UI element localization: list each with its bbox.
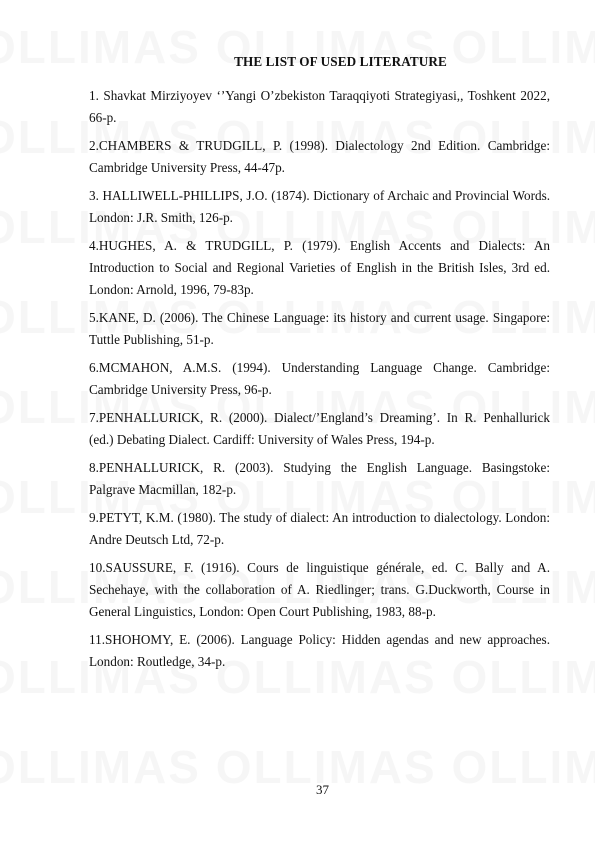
page-number: 37 — [316, 782, 329, 797]
reference-list — [89, 85, 550, 679]
page-title: THE LIST OF USED LITERATURE — [234, 54, 447, 69]
reference-item: 6.MCMAHON, A.M.S. (1994). Understanding Language Change. Cambridge: Cambridge University Press, 96-p. — [89, 360, 550, 397]
reference-item: 5.KANE, D. (2006). The Chinese Language: its history and current usage. Singapore: Tuttle Publishing, 51-p. — [89, 310, 550, 347]
reference-item: 11.SHOHOMY, E. (2006). Language Policy: Hidden agendas and new approaches. London: Routledge, 34-p. — [89, 632, 550, 669]
reference-item: 10.SAUSSURE, F. (1916). Cours de linguistique générale, ed. C. Bally and A. Sechehaye, with the collaboration of A. Riedlinger; trans. G.Duckworth, Course in General Linguistics, London: Open Court Publishing, 1983, 88-p. — [89, 560, 550, 619]
reference-item: 7.PENHALLURICK, R. (2000). Dialect/’England’s Dreaming’. In R. Penhallurick (ed.) Debating Dialect. Cardiff: University of Wales Press, 194-p. — [89, 410, 550, 447]
reference-item: 8.PENHALLURICK, R. (2003). Studying the English Language. Basingstoke: Palgrave Macmillan, 182-p. — [89, 460, 550, 497]
reference-item: 9.PETYT, K.M. (1980). The study of dialect: An introduction to dialectology. London: Andre Deutsch Ltd, 72-p. — [89, 510, 550, 547]
reference-item: 2.CHAMBERS & TRUDGILL, P. (1998). Dialectology 2nd Edition. Cambridge: Cambridge University Press, 44-47p. — [89, 138, 550, 175]
reference-item: 1. Shavkat Mirziyoyev ‘’Yangi O’zbekiston Taraqqiyoti Strategiyasi,, Toshkent 2022, 66-p. — [89, 88, 550, 125]
reference-item: 3. HALLIWELL-PHILLIPS, J.O. (1874). Dictionary of Archaic and Provincial Words. London: J.R. Smith, 126-p. — [89, 188, 550, 225]
reference-item: 4.HUGHES, A. & TRUDGILL, P. (1979). English Accents and Dialects: An Introduction to Social and Regional Varieties of English in the British Isles, 3rd ed. London: Arnold, 1996, 79-83p. — [89, 238, 550, 297]
